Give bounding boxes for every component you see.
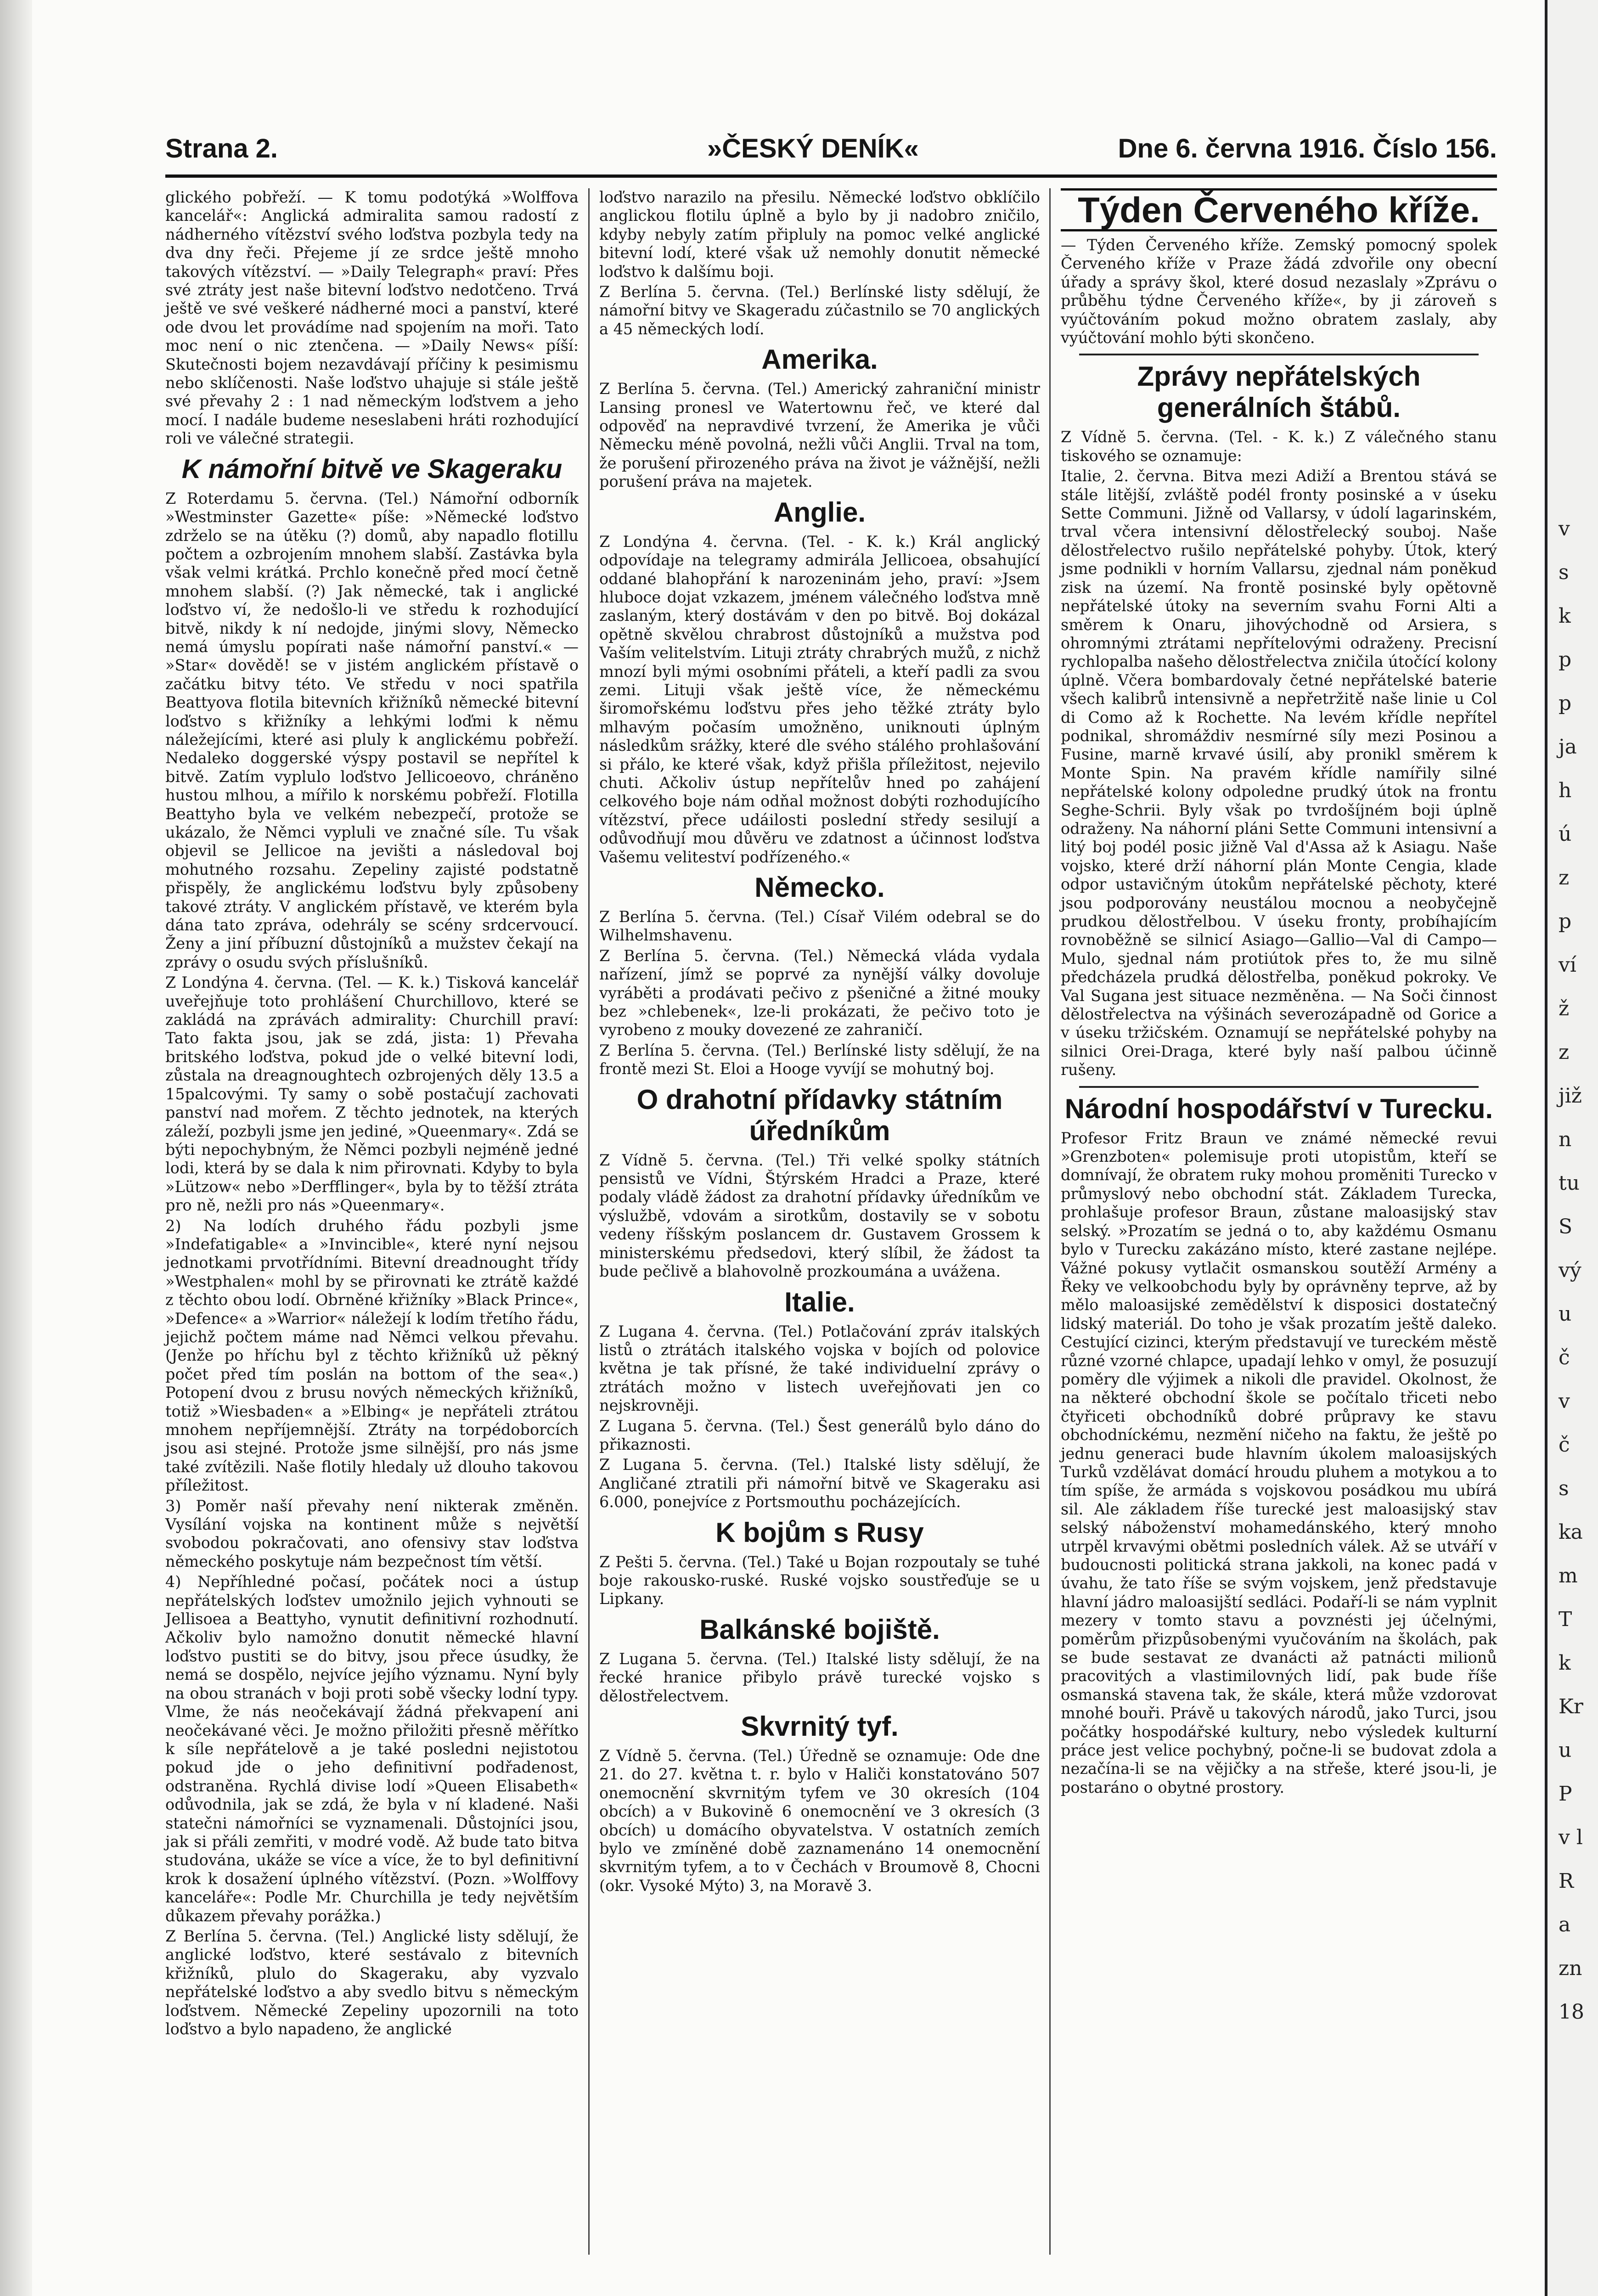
adjacent-page-fragment: č (1559, 1433, 1570, 1457)
newspaper-title: »ČESKÝ DENÍK« (707, 134, 919, 163)
section-heading: O drahotní přídavky státním úředníkům (636, 1084, 1003, 1146)
adjacent-page-fragment: v (1559, 1390, 1570, 1413)
newspaper-page (165, 119, 1497, 2268)
adjacent-page-fragment: ka (1559, 1520, 1583, 1544)
article-paragraph: Z Lugana 4. června. (Tel.) Potlačování zpráv italských listů o ztrátách italského vojska v bojích od polovice května je tak přísné, že také individuelní zprávy o ztrátách možno v listech uveřejňovati jen co nejskrovněji. (599, 1322, 1040, 1415)
adjacent-page-edge (1545, 0, 1598, 2296)
page-number: Strana 2. (165, 134, 278, 163)
adjacent-page-fragment: z (1559, 1041, 1570, 1064)
adjacent-page-fragment: p (1559, 692, 1572, 715)
adjacent-page-fragment: p (1559, 910, 1572, 933)
adjacent-page-fragment: s (1559, 561, 1569, 584)
section-heading: Zprávy nepřátelských generálních štábů. (1137, 361, 1421, 423)
adjacent-page-fragment: k (1559, 1651, 1571, 1675)
article-paragraph: Z Roterdamu 5. června. (Tel.) Námořní odborník »Westminster Gazette« píše: »Německé loďstvo zdrželo se na útěku (?) domů, aby napadlo flotillu počtem a ozbrojením mnohem slabší. Zastávka byla však velmi krátká. Prchlo konečně před mocí četně mnohem slabší. (?) Jak německé, tak i anglické loďstvo ví, že nedošlo-li ve středu k rozhodující bitvě, nikdy k ní nedojde, jinými slovy, Německo nemá úmyslu popírati naše námořní panství.« — »Star« dovědě! se v jistém anglickém přístavě o začátku bitvy této. Ve středu v noci spatřila Beattyova flotila bitevních křižníků německé bitevní loďstvo s křižníky a lehkými loďmi k němu náležejícími, které asi pluly k anglickému pobřeží. Nedaleko doggerské výspy postavil se nepřítel k bitvě. Zatím vyplulo loďstvo Jellicoeovo, chráněno hustou mlhou, a mířilo k norskému pobřeží. Flotilla Beattyho byla ve velkém nebezpečí, protože se ukázalo, že Němci vypluli ve značné síle. Tu však objevil se Jellicoe na jevišti a následoval boj mohutného rozsahu. Zepeliny zajisté podstatně přispěly, že anglickému loďstvu byly způsobeny takové ztráty. V anglickém přístavě, ve kterém byla dána tato zpráva, odehrály se scény srdcervoucí. Ženy a jiní příbuzní důstojníků a mužstev čekají na zprávy o osudu svých příslušníků. (165, 489, 579, 971)
adjacent-page-fragment: m (1559, 1564, 1578, 1587)
adjacent-page-fragment: již (1559, 1084, 1582, 1108)
article-paragraph: Z Berlína 5. června. (Tel.) Americký zahraniční ministr Lansing pronesl ve Watertownu řeč, ve které dal odpověď na nepravdivé tvrzení, že Amerika je vůči Německu méně povolná, nežli vůči Anglii. Trval na tom, že porušení přirozeného práva na život je vážnější, nežli porušení práva na majetek. (599, 380, 1040, 491)
article-paragraph: Z Vídně 5. června. (Tel. - K. k.) Z válečného stanu tiskového se oznamuje: (1061, 428, 1497, 465)
article-paragraph: Z Berlína 5. června. (Tel.) Berlínské listy sdělují, že námořní bitvy ve Skageradu zúčastnilo se 70 anglických a 45 německých lodí. (599, 283, 1040, 338)
article-paragraph: Z Pešti 5. června. (Tel.) Také u Bojan rozpoutaly se tuhé boje rakousko-ruské. Ruské vojsko soustřeďuje se u Lipkany. (599, 1553, 1040, 1608)
adjacent-page-fragment: n (1559, 1128, 1572, 1151)
adjacent-page-fragment: ú (1559, 822, 1572, 846)
adjacent-page-fragment: P (1559, 1782, 1572, 1806)
adjacent-page-fragment: u (1559, 1302, 1572, 1326)
section-heading: Amerika. (761, 344, 878, 375)
adjacent-page-fragment: T (1559, 1608, 1572, 1631)
article-paragraph: Profesor Fritz Braun ve známé německé revui »Grenzboten« polemisuje proti utopistům, kteří se domnívají, že obratem ruky mohou proměniti Turecko v průmyslový nebo obchodní stát. Základem Turecka, prohlašuje profesor Braun, zůstane maloasijský stav selský. »Prozatím se jedná o to, aby každému Osmanu bylo v Turecku zakázáno místo, které zastane nejlépe. Vážné pokusy vytlačit osmanskou soutěží Armény a Řeky ve velkoobchodu byly by oprávněny teprve, až by mělo maloasijské zemědělství k disposici dostatečný lidský materiál. Do toho je však prozatím ještě daleko. Cestující cizinci, kterým představují ve tureckém městě různé vzorné chlapce, upadají lehko v omyl, že posuzují poměry dle výjimek a nikoli dle pravidel. Okolnost, že na některé obchodní škole se počítalo třiceti nebo čtyřiceti obchodníků dobré průpravy ke stavu obchodníckému, nezmění ničeho na faktu, že ještě po jednu generaci bude hlavním úkolem maloasijských Turků vzdělávat domácí hroudu pluhem a motykou a to tím spíše, že armáda s vojskovou posádkou mu ubírá sil. Ale základem říše turecké jest maloasijský stav selský náboženství mohamedánského, který mnoho utrpěl krvavými obětmi posledních válek. Až se utváří v budoucnosti politická strana jakkoli, na konec padá v úvahu, že tato říše se svým vojskem, jenž představuje hlavní jádro maloasijští sedláci. Podaří-li se nám vyplnit mezery v tomto stavu a povznésti jej účelnými, poměrům přizpůsobenými vyučováním na školách, pak se bude sestavat ze dvanácti až patnácti milionů pracovitých a vlastimilovných lidí, pak bude říše osmanská stavena tak, že skále, která může vzdorovat mnohé bouři. Právě u takových národů, jako Turci, jsou počátky hospodářské kultury, nebo výsledek kulturní práce jest velice pochybný, počne-li se budovat zdola a nezačína-li se na vějičky a na střeše, které jsou-li, je postaráno o obytné prostory. (1061, 1129, 1497, 1796)
section-heading: K námořní bitvě ve Skageraku (181, 454, 563, 484)
adjacent-page-fragment: ví (1559, 953, 1576, 977)
article-paragraph: Italie, 2. června. Bitva mezi Adiží a Brentou stává se stále litější, zvláště podél fronty posinské a v úseku Sette Communi. Jižně od Vallarsy, v údolí lagarinském, trval včera intensivní dělostřelecký souboj. Naše dělostřelectvo rušilo nepřátelské pohyby. Útok, který jsme podnikli v horním Vallarsu, zjednal nám poněkud zisk na území. Na frontě posinské byly opětovně nepřátelské útoky na severním svahu Forni Alti a směrem k Onaru, jihovýchodně od Arsiera, s ohromnými ztrátami nepřítelovými odraženy. Precisní rychlopalba našeho dělostřelectva zničila útočící kolony úplně. Včera bombardovaly četné nepřátelské baterie všech kalibrů intensivně a nepřetržitě naše linie u Col di Como až k Rochette. Na levém křídle nepřítel podnikal, shromáždiv nesmírné síly mezi Posinou a Fusine, marně krvavé úsilí, aby pronikl směrem k Monte Spin. Na pravém křídle namířily silné nepřátelské kolony odpoledne prudký útok na frontu Seghe-Schrii. Byly však po tvrdošíjném boji úplně odraženy. Na náhorní pláni Sette Communi intensivní a litý boj podél posic jižně Val d'Assa až k Asiagu. Naše vojsko, které drží náhorní plán Monte Cengia, klade odpor ustavičným útokům nepřátelské pěchoty, které jsou podporovány neustálou mocnou a neobyčejně prudkou dělostřelbou. V úseku fronty, probíhajícím rovnoběžně se silnicí Asiago—Gallio—Val di Campo—Mulo, sjednal nám protiútok přes to, že mu silně předcházela prudká dělostřelba, poněkud pokroky. Ve Val Sugana jest situace nezměněna. — Na Soči činnost dělostřelectva na výšinách severozápadně od Gorice a v úseku tržičském. Oznamují se nepřátelské pohyby na silnici Orei-Draga, které byly naší palbou účinně rušeny. (1061, 467, 1497, 1079)
article-paragraph: Z Londýna 4. června. (Tel. — K. k.) Tisková kancelář uveřejňuje toto prohlášení Churchillovo, které se zakládá na zprávách admirality: Churchill praví: Tato fakta jsou, jak se zdá, jista: 1) Převaha britského loďstva, pokud jde o velké bitevní lodi, zůstala na dreagnoughtech ozbrojených děly 13.5 a 15palcovými. Ty samy o sobě postačují zachovati panství nad mořem. Z těchto jednotek, na kterých záleží, pozbyli jsme jen jediné, »Queenmary«. Zdá se býti nepochybným, že Němci pozbyli nejméně jedné lodi, která by se dala k nim přirovnati. Kdyby to byla »Lützow« nebo »Derfflinger«, byla by to těžší ztráta pro ně, nežli pro nás »Queenmary«. (165, 974, 579, 1215)
article-paragraph: Z Berlína 5. června. (Tel.) Berlínské listy sdělují, že na frontě mezi St. Eloi a Hooge vyvíjí se mohutný boj. (599, 1041, 1040, 1078)
section-divider (1079, 354, 1479, 355)
article-paragraph: Z Vídně 5. června. (Tel.) Úředně se oznamuje: Ode dne 21. do 27. května t. r. bylo v Haliči konstatováno 507 onemocnění skvrnitým tyfem ve 30 okresích (104 obcích) a v Bukovině 6 onemocnění ve 3 okresích (3 obcích) u domácího obyvatelstva. V ostatních zemích bylo ve zmíněné době zaznamenáno 14 onemocnění skvrnitým tyfem, a to v Čechách v Broumově 8, Chocni (okr. Vysoké Mýto) 3, na Moravě 3. (599, 1747, 1040, 1895)
article-paragraph: Z Berlína 5. června. (Tel.) Císař Vilém odebral se do Wilhelmshavenu. (599, 908, 1040, 945)
issue-date: Dne 6. června 1916. Číslo 156. (1118, 134, 1497, 163)
adjacent-page-fragment: vý (1559, 1259, 1581, 1282)
adjacent-page-fragment: k (1559, 604, 1571, 628)
adjacent-page-fragment: Kr (1559, 1695, 1583, 1718)
adjacent-page-fragment: p (1559, 648, 1572, 671)
section-divider (1079, 1086, 1479, 1088)
adjacent-page-fragment: č (1559, 1346, 1570, 1369)
section-heading: Balkánské bojiště. (699, 1614, 940, 1645)
article-paragraph: Z Berlína 5. června. (Tel.) Německá vláda vydala nařízení, jímž se poprvé za nynější války dovoluje vyráběti a prodávati pečivo z pšeničné a žitné mouky bez »chlebenek«, lze-li prokázati, že pečivo toto je vyrobeno z mouky dovezené ze zahraničí. (599, 946, 1040, 1039)
adjacent-page-fragment: s (1559, 1477, 1569, 1500)
page-header (165, 119, 1497, 178)
article-paragraph: Z Londýna 4. června. (Tel. - K. k.) Král anglický odpovídaje na telegramy admirála Jellicoea, obsahující oddané blahopřání k narozeninám jeho, praví: »Jsem hluboce dojat vzkazem, jménem válečného loďstva mně zaslaným, který dostávám v den po bitvě. Boj dokázal opětně skvělou chrabrost důstojníků a mužstva pod Vaším velitelstvím. Lituji ztráty chrabrých mužů, z nichž mnozí byli mými osobními přáteli, a kteří padli za svou zemi. Lituji však ještě více, že německému širomořskému loďstvu přes jeho těžké ztráty bylo mlhavým počasím umožněno, uniknouti úplným následkům srážky, které dle svého stálého prohlašování si přálo, ke které však, když přišla příležitost, nejevilo chuti. Ačkoliv ústup nepřítelův hned po zahájení celkového boje nám odňal možnost dobýti rozhodujícího vítězství, přece udáilosti poslední středy sesilují a odůvodňují mou důvěru ve zdatnost a účinnost loďstva Vašemu veliteství podřízeného.« (599, 532, 1040, 866)
column-2 (599, 188, 1040, 1897)
article-paragraph: glického pobřeží. — K tomu podotýká »Wolffova kancelář«: Anglická admiralita samou radostí z nádherného vítězství svého loďstva pozbyla tedy na dva dny řeči. Přejeme jí ze srdce ještě mnoho takových vítězství. — »Daily Telegraph« praví: Přes své ztráty jest naše bitevní loďstvo nedotčeno. Trvá ještě ve své veškeré nádherné moci a panství, které ode dvou let provádíme nad spojením na moři. Tato moc není o nic ztenčena. — »Daily News« píší: Skutečnosti bojem nezavdávají příčiny k pesimismu nebo sklíčenosti. Naše loďstvo uhajuje si stále ještě své převahy 2 : 1 nad německým loďstvem a jeho mocí. I nadále budeme neseslabeni hráti rozhodující roli ve válečné strategii. (165, 188, 579, 448)
section-heading: Německo. (754, 872, 885, 903)
adjacent-page-fragment: h (1559, 779, 1572, 802)
section-heading: Italie. (784, 1286, 855, 1317)
section-heading: Anglie. (773, 496, 866, 528)
column-rule (588, 188, 590, 2255)
column-rule (1049, 188, 1051, 2255)
section-heading: Národní hospodářství v Turecku. (1064, 1093, 1493, 1124)
adjacent-page-fragment: R (1559, 1869, 1574, 1893)
column-3 (1061, 188, 1497, 1799)
article-paragraph: Z Lugana 5. června. (Tel.) Italské listy sdělují, že na řecké hranice přibylo právě turecké vojsko s dělostřelectvem. (599, 1649, 1040, 1705)
adjacent-page-fragment: S (1559, 1215, 1573, 1238)
adjacent-page-fragment: v l (1559, 1826, 1583, 1849)
article-paragraph: Z Berlína 5. června. (Tel.) Anglické listy sdělují, že anglické loďstvo, které sestávalo z bitevních křižníků, plulo do Skageraku, aby vyzvalo nepřátelské loďstvo a aby svedlo bitvu s německým loďstvem. Německé Zepeliny upozornili na toto loďstvo a bylo napadeno, že anglické (165, 1927, 579, 2038)
section-heading: K bojům s Rusy (715, 1517, 924, 1548)
section-heading: Týden Červeného kříže. (1061, 188, 1497, 231)
adjacent-page-fragment: tu (1559, 1171, 1580, 1195)
article-paragraph: — Týden Červeného kříže. Zemský pomocný spolek Červeného kříže v Praze žádá zdvořile ony obecní úřady a správy škol, které dosud nezaslaly »Zprávu o průběhu týdne Červeného kříže«, by ji zároveň s vyúčtováním pokud možno obratem zaslaly, aby vyúčtování mohlo býti skončeno. (1061, 236, 1497, 347)
adjacent-page-fragment: ž (1559, 997, 1570, 1020)
adjacent-page-fragment: u (1559, 1739, 1572, 1762)
article-paragraph: 3) Poměr naší převahy není nikterak změněn. Vysílání vojska na kontinent může s největší svobodou pokračovati, ano ofensivy stav loďstva německého poskytuje nám bezpečnost tím větší. (165, 1497, 579, 1570)
section-heading: Skvrnitý tyf. (741, 1711, 899, 1742)
article-paragraph: loďstvo narazilo na přesilu. Německé loďstvo obklíčilo anglickou flotilu úplně a bylo by ji nadobro zničilo, kdyby nebyly zatím připluly na pomoc velké anglické bitevní lodí, které však už nemohly donutit německé loďstvo k dalšímu boji. (599, 188, 1040, 281)
adjacent-page-fragment: v (1559, 517, 1570, 540)
column-1 (165, 188, 579, 2040)
page-shadow-left (0, 0, 32, 2296)
article-paragraph: Z Vídně 5. června. (Tel.) Tři velké spolky státních pensistů ve Vídni, Štýrském Hradci a Praze, které podaly vládě žádost za drahotní přídavky úředníkům ve výslužbě, vdovám a sirotkům, dostavily se v sobotu vedeny říšským poslancem dr. Gustavem Grossem k ministerskému předsedovi, který slíbil, že žádost ta bude pečlivě a blahovolně prozkoumána a uvážena. (599, 1151, 1040, 1281)
article-paragraph: 2) Na lodích druhého řádu pozbyli jsme »Indefatigable« a »Invincible«, které nyní nejsou jednotkami prvotřídními. Bitevní dreadnought třídy »Westphalen« mohl by se přirovnati ke ztrátě každé z těchto obou lodí. Obrněné křižníky »Black Prince«, »Defence« a »Warrior« náležejí k lodím třetího řádu, jejichž počtem máme nad Němci velkou převahu. (Jenže po hříchu byl z těchto křižníků už pěkný počet před tím poslán na bottom of the sea«.) Potopení dvou z brusu nových německých křižníků, totiž »Wiesbaden« a »Elbing« je nepřáteli ztrátou mnohem nepříjemnější. Ztráty na torpédoborcích jsou asi stejné. Protože jsme silnější, pro nás jsme také zvítězili. Naše flotily hledaly už dlouho takovou příležitost. (165, 1216, 579, 1495)
adjacent-page-fragment: 18 (1559, 2000, 1584, 2024)
adjacent-page-fragment: z (1559, 866, 1570, 889)
article-paragraph: Z Lugana 5. června. (Tel.) Italské listy sdělují, že Angličané ztratili při námořní bitvě ve Skageraku asi 6.000, ponejvíce z Portsmouthu pocházejících. (599, 1456, 1040, 1511)
article-paragraph: 4) Nepříhledné počasí, počátek noci a ústup nepřátelských loďstev umožnilo jejich vyhnouti se Jellisoea a Beattyho, vynutit definitivní rozhodnutí. Ačkoliv bylo namožno donutit německé hlavní loďstvo pustiti se do bitvy, jsou přece úsudky, že nemá se dospělo, nejvíce jejího významu. Nyní byly na obou stranách v boji proti sobě všecky lodní typy. Vlme, že nás neočekávají žádná překvapení ani neočekávané věci. Je možno přiložiti přesně měřítko k síle nepřátelově a je také posledni nejistotou pokud jde o jeho definitivní podřadenost, odstraněna. Rychlá divise lodí »Queen Elisabeth« odůvodnila, jak se zdá, že byla v ní kladené. Naši statečni námořníci se vyznamenali. Důstojníci jsou, jak si přáli zemřiti, v modré vodě. Až bude tato bitva studována, ukáže se více a více, že to byl definitivní krok k dosažení úplného vítězství. (Pozn. »Wolffovy kanceláře«: Podle Mr. Churchilla je tedy největším důkazem převahy porážka.) (165, 1573, 579, 1925)
adjacent-page-fragment: a (1559, 1913, 1571, 1936)
article-paragraph: Z Lugana 5. června. (Tel.) Šest generálů bylo dáno do přikaznosti. (599, 1417, 1040, 1453)
adjacent-page-fragment: ja (1559, 735, 1577, 759)
adjacent-page-fragment: zn (1559, 1957, 1582, 1980)
